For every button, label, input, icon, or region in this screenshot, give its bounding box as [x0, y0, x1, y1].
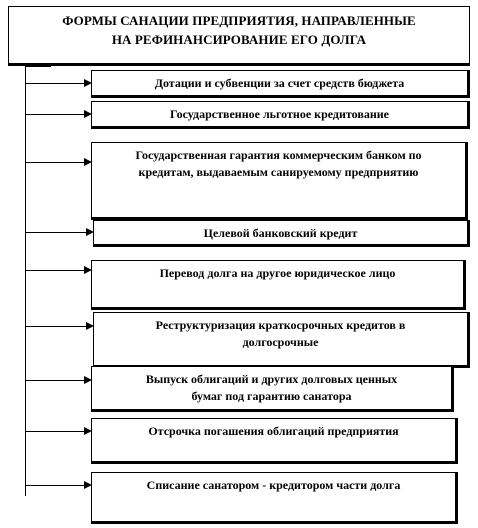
connector-5	[26, 270, 84, 271]
connector-8	[26, 431, 84, 432]
connector-6	[26, 326, 86, 327]
form-item-restructuring	[93, 312, 470, 368]
form-item-subsidies	[91, 70, 470, 98]
form-item-label-line-2: долгосрочные	[242, 335, 319, 349]
connector-9	[26, 485, 84, 486]
form-item-preferential-credit	[91, 101, 470, 129]
form-item-debt-transfer	[91, 260, 466, 310]
connector-3	[26, 162, 84, 163]
form-item-label-line-1: Государственная гарантия коммерческим банком по	[135, 148, 422, 162]
form-item-label: Отсрочка погашения облигаций предприятия	[148, 424, 399, 438]
form-item-label-line-2: кредитам, выдаваемым санируемому предприятию	[138, 165, 419, 179]
form-item-label-line-1: Реструктуризация краткосрочных кредитов в	[155, 318, 406, 332]
form-item-label-line-2: бумаг под гарантию санатора	[191, 389, 352, 403]
diagram-title-box	[8, 6, 470, 66]
connector-1	[26, 83, 84, 84]
diagram-title	[9, 11, 469, 49]
form-item-bonds-issue	[91, 366, 454, 412]
connector-top	[25, 66, 51, 67]
form-item-label: Списание санатором - кредитором части долга	[146, 478, 401, 492]
title-line-1: ФОРМЫ САНАЦИИ ПРЕДПРИЯТИЯ, НАПРАВЛЕННЫЕ	[62, 13, 416, 28]
form-item-label: Дотации и субвенции за счет средств бюджета	[154, 76, 405, 90]
connector-7	[26, 380, 84, 381]
form-item-state-guarantee	[91, 142, 468, 220]
connector-4	[26, 232, 86, 233]
form-item-bond-deferral	[91, 418, 458, 464]
form-item-targeted-bank-credit	[93, 220, 470, 247]
form-item-label-line-1: Выпуск облигаций и других долговых ценных	[145, 372, 398, 386]
form-item-label: Перевод долга на другое юридическое лицо	[159, 266, 396, 280]
form-item-debt-write-off	[91, 472, 458, 524]
connector-2	[26, 114, 84, 115]
form-item-label: Государственное льготное кредитование	[170, 107, 389, 121]
form-item-label: Целевой банковский кредит	[203, 226, 358, 240]
title-line-2: НА РЕФИНАНСИРОВАНИЕ ЕГО ДОЛГА	[111, 32, 367, 47]
